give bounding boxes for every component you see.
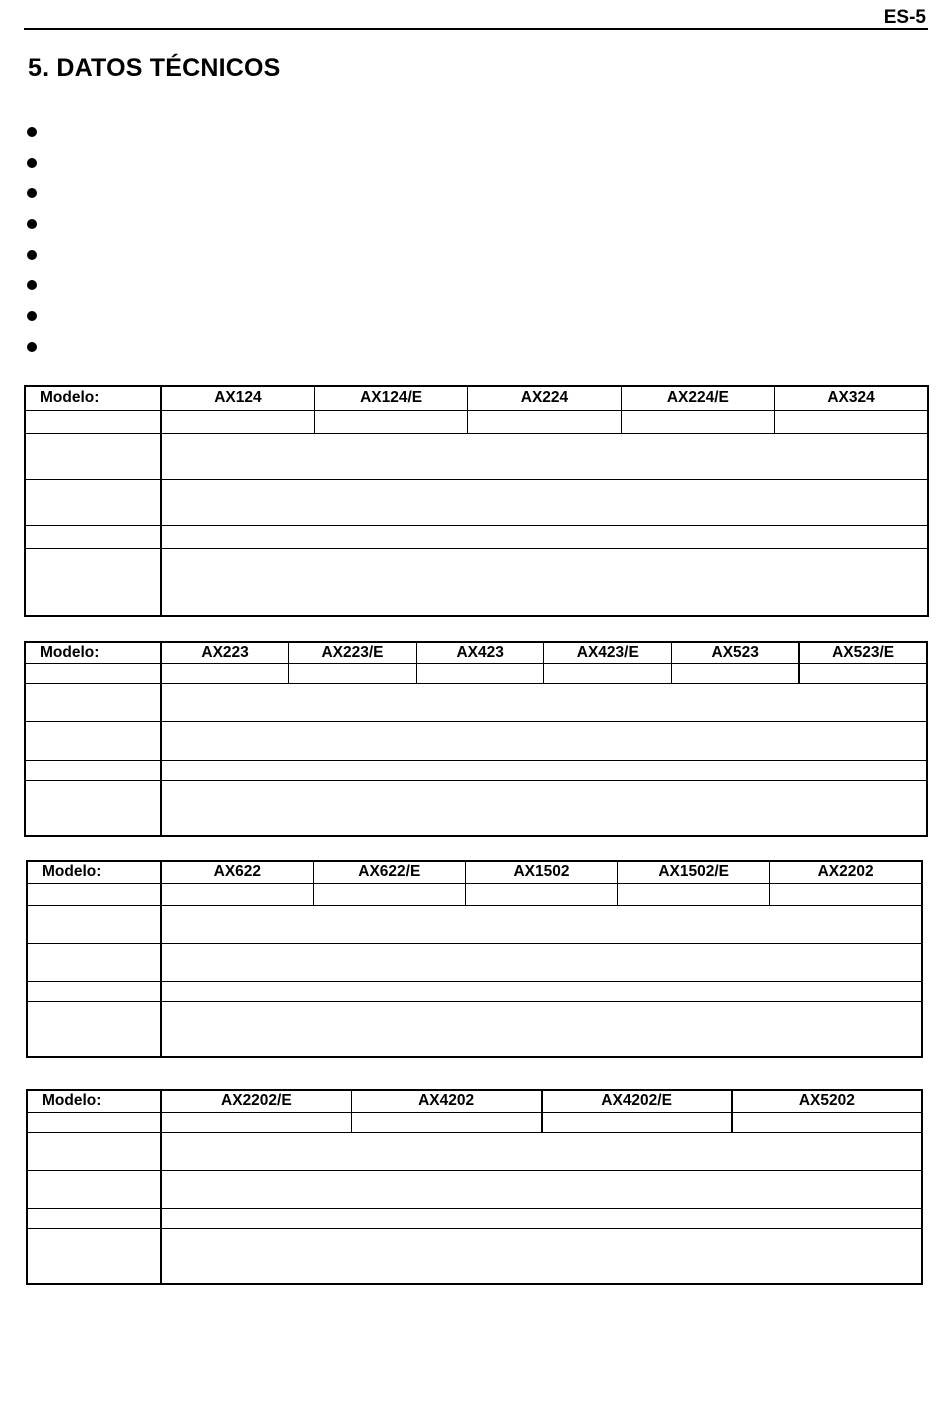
model-name: AX1502/E: [618, 861, 770, 883]
model-name: AX4202/E: [542, 1090, 732, 1112]
model-name: AX124: [161, 386, 314, 410]
bullet-icon: [27, 158, 37, 168]
table-row: [25, 663, 927, 683]
model-name: AX523: [672, 642, 800, 663]
header-rule: [24, 28, 928, 30]
table-row: [25, 683, 927, 721]
table-row: [27, 1170, 922, 1208]
table-row: [27, 883, 922, 905]
table-row: [27, 1228, 922, 1284]
bullet-item: [27, 248, 51, 279]
spec-table-4: [26, 1089, 923, 1285]
table-row: [27, 905, 922, 943]
bullet-item: [27, 186, 51, 217]
bullet-icon: [27, 280, 37, 290]
bullet-item: [27, 309, 51, 340]
model-label: Modelo:: [25, 642, 161, 663]
bullet-list: [27, 125, 51, 371]
model-name: AX224/E: [621, 386, 774, 410]
table-row: [27, 943, 922, 981]
model-name: AX423/E: [544, 642, 672, 663]
table-row: [25, 548, 928, 616]
table-row: [25, 525, 928, 548]
model-name: AX224: [468, 386, 621, 410]
table-row: [27, 1208, 922, 1228]
bullet-icon: [27, 127, 37, 137]
model-name: AX523/E: [799, 642, 927, 663]
bullet-item: [27, 156, 51, 187]
table-row: [25, 760, 927, 780]
table-row: [25, 721, 927, 760]
bullet-icon: [27, 311, 37, 321]
table-row: [27, 1132, 922, 1170]
model-label: Modelo:: [27, 861, 161, 883]
bullet-icon: [27, 250, 37, 260]
bullet-item: [27, 217, 51, 248]
spec-table-1: [24, 385, 929, 617]
spec-table-3: [26, 860, 923, 1058]
model-name: AX324: [775, 386, 928, 410]
bullet-icon: [27, 188, 37, 198]
table-row: [25, 479, 928, 525]
table-row: [25, 433, 928, 479]
model-name: AX2202/E: [161, 1090, 351, 1112]
model-name: AX124/E: [314, 386, 467, 410]
bullet-icon: [27, 342, 37, 352]
bullet-item: [27, 340, 51, 371]
model-name: AX5202: [732, 1090, 922, 1112]
table-row: [27, 1001, 922, 1057]
model-name: AX223: [161, 642, 289, 663]
model-label: Modelo:: [27, 1090, 161, 1112]
bullet-item: [27, 278, 51, 309]
model-name: AX223/E: [289, 642, 417, 663]
bullet-item: [27, 125, 51, 156]
table-row: [25, 410, 928, 433]
model-name: AX622/E: [313, 861, 465, 883]
model-name: AX423: [416, 642, 544, 663]
model-name: AX4202: [351, 1090, 541, 1112]
table-row: [27, 1112, 922, 1132]
section-title: 5. DATOS TÉCNICOS: [28, 54, 281, 82]
bullet-icon: [27, 219, 37, 229]
table-row: [25, 780, 927, 836]
model-name: AX2202: [770, 861, 922, 883]
model-name: AX1502: [465, 861, 617, 883]
spec-table-2: [24, 641, 928, 837]
model-name: AX622: [161, 861, 313, 883]
page-number: ES-5: [883, 7, 926, 28]
table-row: [27, 981, 922, 1001]
model-label: Modelo:: [25, 386, 161, 410]
